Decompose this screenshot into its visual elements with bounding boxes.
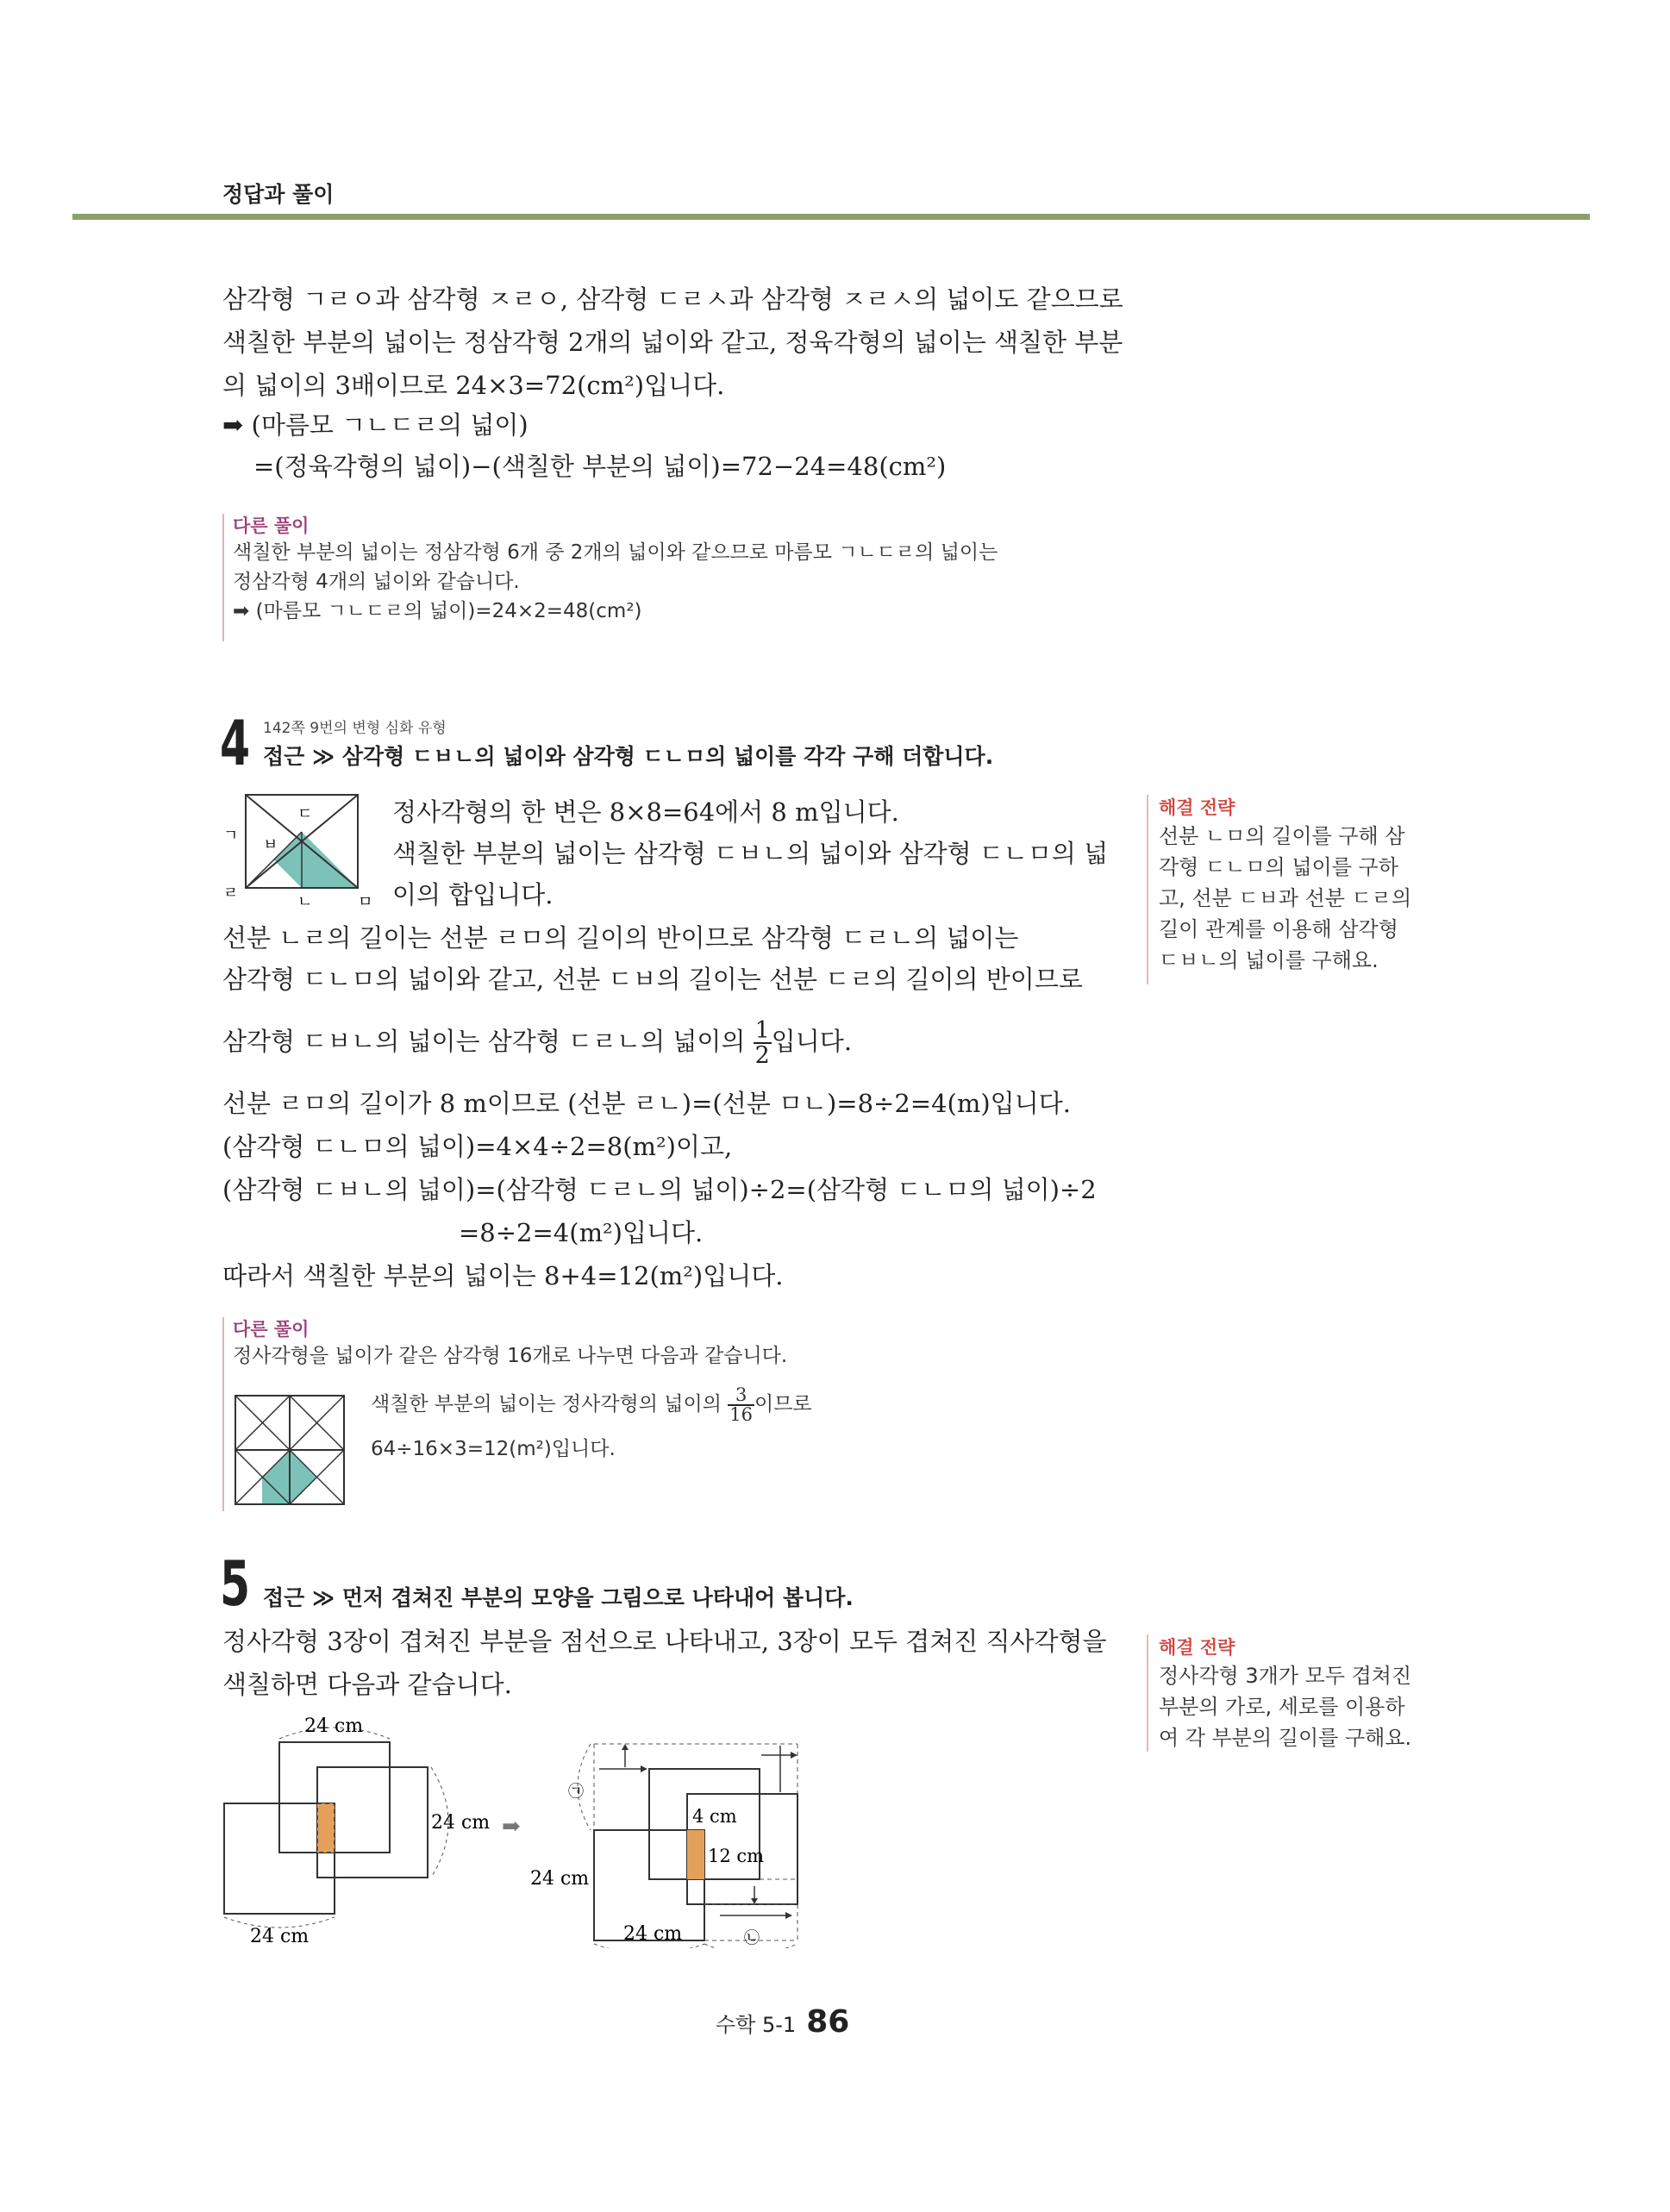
alt-fraction-line xyxy=(371,1383,812,1426)
problem5-text xyxy=(222,1622,1107,1703)
mark-1: ㉠ xyxy=(568,1783,584,1801)
text-line: 정사각형 3장이 겹쳐진 부분을 점선으로 나타내고, 3장이 모두 겹쳐진 직사각형을 xyxy=(222,1627,1107,1656)
alt-solution-box xyxy=(222,1317,888,1511)
strategy-box xyxy=(1147,1634,1411,1752)
text-line: 색칠하면 다음과 같습니다. xyxy=(222,1670,512,1699)
arrow-icon: ➡ xyxy=(502,1814,521,1840)
numerator: 1 xyxy=(754,1017,770,1044)
book-label: 수학 5-1 xyxy=(716,2013,797,2037)
shaded-triangle-dnm xyxy=(302,832,358,888)
fraction-one-half xyxy=(754,1019,772,1067)
text-line: 삼각형 ㄱㄹㅇ과 삼각형 ㅈㄹㅇ, 삼각형 ㄷㄹㅅ과 삼각형 ㅈㄹㅅ의 넓이도 같으므로 xyxy=(222,284,1123,314)
strategy-title: 해결 전략 xyxy=(1159,1637,1235,1658)
text-span: 색칠한 부분의 넓이는 정사각형의 넓이의 xyxy=(371,1393,729,1415)
text-line: 선분 ㄴㄹ의 길이는 선분 ㄹㅁ의 길이의 반이므로 삼각형 ㄷㄹㄴ의 넓이는 xyxy=(222,923,1019,953)
text-line: (삼각형 ㄷㅂㄴ의 넓이)=(삼각형 ㄷㄹㄴ의 넓이)÷2=(삼각형 ㄷㄴㅁ의 넓이)÷2 xyxy=(222,1175,1097,1204)
label-b: ㄴ xyxy=(297,893,313,911)
text-line: 따라서 색칠한 부분의 넓이는 8+4=12(m²)입니다. xyxy=(222,1261,784,1290)
overlap-rect xyxy=(687,1830,704,1879)
overlap-figure-left xyxy=(216,1711,491,1948)
label-right: 24 cm xyxy=(431,1812,491,1834)
text-line: 정사각형의 한 변은 8×8=64에서 8 m입니다. xyxy=(392,797,899,827)
page-number: 86 xyxy=(806,2004,850,2040)
alt-solution-box xyxy=(222,514,998,641)
text-line: ➡ (마름모 ㄱㄴㄷㄹ의 넓이) xyxy=(222,410,529,440)
alt-line: 정삼각형 4개의 넓이와 같습니다. xyxy=(233,571,520,593)
text-span: 이므로 xyxy=(754,1393,812,1415)
problem-reference: 142쪽 9번의 변형 심화 유형 xyxy=(263,720,447,737)
strategy-line: 각형 ㄷㄴㅁ의 넓이를 구하 xyxy=(1159,855,1398,879)
text-line: 이의 합입니다. xyxy=(392,880,554,909)
text-line: 의 넓이의 3배이므로 24×3=72(cm²)입니다. xyxy=(222,371,725,400)
problem4-beside-text xyxy=(392,793,1108,914)
strategy-line: ㄷㅂㄴ의 넓이를 구해요. xyxy=(1159,948,1379,972)
label-c: ㄷ xyxy=(297,805,313,823)
alt-solution-title: 다른 풀이 xyxy=(233,1319,310,1340)
label-left: 24 cm xyxy=(530,1868,590,1890)
fraction-line xyxy=(222,1015,852,1067)
alt-line: 색칠한 부분의 넓이는 정삼각형 6개 중 2개의 넓이와 같으므로 마름모 ㄱㄴㄷㄹ의 넓이는 xyxy=(233,541,998,564)
fraction-three-sixteenths xyxy=(728,1386,754,1424)
strategy-line: 선분 ㄴㅁ의 길이를 구해 삼 xyxy=(1159,824,1405,848)
problem-number: 5 xyxy=(220,1547,251,1620)
text-line: =(정육각형의 넓이)−(색칠한 부분의 넓이)=72−24=48(cm²) xyxy=(253,452,947,481)
label-top: 24 cm xyxy=(304,1715,364,1737)
denominator: 16 xyxy=(729,1403,753,1425)
strategy-line: 정사각형 3개가 모두 겹쳐진 xyxy=(1159,1664,1412,1688)
header-rule xyxy=(72,214,1590,220)
problem-number: 4 xyxy=(220,707,251,779)
label-inner-width: 4 cm xyxy=(692,1806,737,1827)
label-bottom: 24 cm xyxy=(250,1926,310,1947)
numerator: 3 xyxy=(728,1386,754,1406)
grid-16-triangles xyxy=(235,1395,345,1505)
label-inner-height: 12 cm xyxy=(708,1846,765,1866)
label-a: ㄱ xyxy=(223,827,239,845)
approach-text: 접근 ≫ 삼각형 ㄷㅂㄴ의 넓이와 삼각형 ㄷㄴㅁ의 넓이를 각각 구해 더합니다. xyxy=(263,744,994,769)
alt-solution-title: 다른 풀이 xyxy=(233,516,310,536)
label-e: ㅁ xyxy=(358,893,373,911)
overlap-rect xyxy=(317,1803,335,1853)
shaded-region xyxy=(262,1450,290,1505)
text-line: 색칠한 부분의 넓이는 삼각형 ㄷㅂㄴ의 넓이와 삼각형 ㄷㄴㅁ의 넓 xyxy=(392,839,1109,868)
mark-2: ㉡ xyxy=(744,1929,760,1947)
text-line: 선분 ㄹㅁ의 길이가 8 m이므로 (선분 ㄹㄴ)=(선분 ㅁㄴ)=8÷2=4(m)입니다. xyxy=(222,1089,1071,1118)
problem4-text xyxy=(222,919,1083,998)
strategy-box xyxy=(1147,795,1411,984)
text-line: =8÷2=4(m²)입니다. xyxy=(459,1218,704,1247)
denominator: 2 xyxy=(754,1042,770,1069)
text-line: (삼각형 ㄷㄴㅁ의 넓이)=4×4÷2=8(m²)이고, xyxy=(222,1132,733,1161)
strategy-line: 고, 선분 ㄷㅂ과 선분 ㄷㄹ의 xyxy=(1159,886,1412,910)
strategy-line: 길이 관계를 이용해 삼각형 xyxy=(1159,917,1398,941)
overlap-figure-right xyxy=(530,1733,815,1948)
alt-line: 64÷16×3=12(m²)입니다. xyxy=(371,1438,616,1460)
text-line: 삼각형 ㄷㄴㅁ의 넓이와 같고, 선분 ㄷㅂ의 길이는 선분 ㄷㄹ의 길이의 반이므로 xyxy=(222,965,1083,994)
text-span: 삼각형 ㄷㅂㄴ의 넓이는 삼각형 ㄷㄹㄴ의 넓이의 xyxy=(222,1027,754,1056)
strategy-title: 해결 전략 xyxy=(1159,797,1235,818)
approach-text: 접근 ≫ 먼저 겹쳐진 부분의 모양을 그림으로 나타내어 봅니다. xyxy=(263,1585,854,1610)
label-f: ㅂ xyxy=(263,836,278,854)
text-line: 색칠한 부분의 넓이는 정삼각형 2개의 넓이와 같고, 정육각형의 넓이는 색칠한 부분 xyxy=(222,328,1123,357)
alt-line: 정사각형을 넓이가 같은 삼각형 16개로 나누면 다음과 같습니다. xyxy=(233,1345,788,1367)
section3-text xyxy=(222,280,1123,485)
header-title: 정답과 풀이 xyxy=(222,182,335,207)
page-footer xyxy=(716,2004,849,2040)
label-bottom: 24 cm xyxy=(623,1923,683,1945)
alt-line: ➡ (마름모 ㄱㄴㄷㄹ의 넓이)=24×2=48(cm²) xyxy=(233,600,642,622)
text-span: 입니다. xyxy=(771,1027,853,1056)
strategy-line: 여 각 부분의 길이를 구해요. xyxy=(1159,1726,1412,1750)
shaded-region xyxy=(290,1450,317,1505)
strategy-line: 부분의 가로, 세로를 이용하 xyxy=(1159,1695,1405,1719)
square-figure xyxy=(220,784,392,914)
problem4-text-2 xyxy=(222,1084,1097,1295)
label-d: ㄹ xyxy=(223,884,239,903)
